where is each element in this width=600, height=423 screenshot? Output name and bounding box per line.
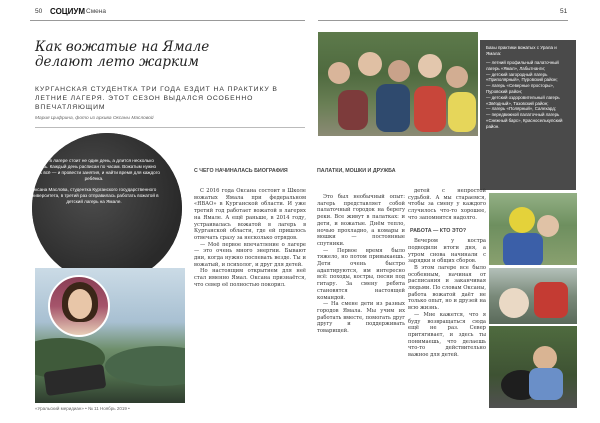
article-headline	[35, 40, 305, 70]
sidebar-item: — лагерь «Полярный», Салехард;	[486, 106, 557, 112]
quote-text	[28, 158, 160, 210]
header-divider-right	[318, 20, 568, 21]
paragraph: — Мне кажется, что я буду возвращаться сюда ещё не раз. Север притягивает, и здесь ты понимаешь, что делаешь что-то действительно важное для детей.	[408, 311, 486, 359]
page-number-right: 51	[560, 8, 568, 15]
sidebar-item: — детский оздоровительный лагерь «Звёздный», Тазовский район;	[486, 94, 560, 106]
section-title: СОЦИУМ	[50, 7, 86, 16]
quote-paragraph-1: Смена в лагере стоит не один день, а длится несколько недель. Каждый день расписан по часам. Вожатым нужно успеть всё — и провести занятия, и найти время для каждого ребёнка.	[28, 158, 160, 181]
lead-divider	[35, 127, 305, 128]
subhead-biography: С ЧЕГО НАЧИНАЛАСЬ БИОГРАФИЯ	[194, 168, 288, 174]
sidebar-item: — летний профильный палаточный лагерь «Ямал», Лабытнанги;	[486, 60, 559, 71]
activity-photo	[489, 268, 577, 324]
paragraph: В этом лагере все было особенным, начиная от расписания и заканчивая людьми. По словам Оксаны, работа вожатой даёт не только опыт, но и друзей на всю жизнь.	[408, 264, 486, 312]
tire-game-photo	[489, 326, 577, 408]
text-column-1	[194, 188, 306, 289]
paragraph: детей с непростой судьбой. А мы стараемся, чтобы за смену у каждого случилось что-то хорошее, что запомнится надолго.	[408, 188, 486, 221]
photo-credit: Мария Цыфрина, фото из архива Оксаны Масловой	[35, 116, 154, 121]
sidebar-intro: Базы практики вожатых с Урала и Ямала:	[486, 45, 557, 56]
group-photo	[318, 32, 478, 136]
paragraph: Это был необычный опыт: лагерь представляет собой палаточный городок на берегу реки. Все живут в палатках: и дети, и вожатые. Днём тепло, ночью прохладно, а комары и мошки — постоянные спутники.	[317, 194, 405, 247]
subhead-work: РАБОТА — КТО ЭТО?	[410, 227, 467, 234]
paragraph: Но настоящим открытием для неё стал именно Ямал. Оксана признаётся, что север её полностью покорил.	[194, 268, 306, 288]
paragraph: Вечером у костра подводили итоги дня, а утром снова начинали с зарядки и общих сборов.	[408, 238, 486, 265]
header-divider-left	[30, 20, 305, 21]
sidebar-item: — передвижной палаточный лагерь «Снежный барс», Красноселькупский район.	[486, 112, 563, 129]
page-footer: «Уральский меридиан» • № 11 Ноябрь 2019 •	[35, 406, 130, 411]
headline-line-1: Как вожатые на Ямале	[35, 39, 210, 55]
text-column-3	[408, 188, 486, 359]
article-lead: КУРГАНСКАЯ СТУДЕНТКА ТРИ ГОДА ЕЗДИТ НА ПРАКТИКУ В ЛЕТНИЕ ЛАГЕРЯ. ЭТОТ СЕЗОН ВЫДАЛСЯ ОСОБЕННО ВПЕЧАТЛЯЮЩИМ	[35, 86, 278, 111]
sidebar-item: — лагерь «Северные просторы», Пуровский район;	[486, 83, 555, 94]
children-helmets-photo	[489, 193, 577, 265]
page-number-left: 50	[35, 8, 43, 15]
info-sidebar	[480, 40, 576, 190]
paragraph: С 2016 года Оксана состоит в Школе вожатых Ямала при федеральном «ЯВАО» в Курганской области. И уже третий год работает вожатой в лагерях на Ямале. А ещё раньше, в 2014 году, устраивалась вожатой в лагерь в Курганской области, где ей пришлось отвечать сразу за несколько отрядов.	[194, 188, 306, 241]
portrait-photo	[48, 275, 110, 337]
page-header	[0, 8, 600, 22]
subsection-title: Смена	[86, 8, 106, 15]
paragraph: — Моё первое впечатление о лагере — это очень много энергии. Бывают дни, когда нужно поспевать везде. Ты и вожатый, и психолог, и друг для детей.	[194, 241, 306, 268]
text-column-2	[317, 194, 405, 335]
paragraph: — Первое время было тяжело, но потом привыкаешь. Дети очень быстро адаптируются, им интересно всё: походы, костры, песни под гитару. За смену ребята становятся настоящей командой.	[317, 247, 405, 301]
subhead-tents: ПАЛАТКИ, МОШКИ И ДРУЖБА	[317, 168, 396, 174]
sidebar-item: — детский загородный лагерь «Приполярный», Пуровский район;	[486, 71, 558, 83]
quote-paragraph-2: Оксана Маслова, студентка Курганского государственного университета, в третий раз отправилась работать вожатой в детский лагерь на Ямале.	[29, 187, 159, 204]
paragraph: — На смене дети из разных городов Ямала. Мы учим их работать вместе, помогать друг другу и поддерживать товарищей.	[317, 301, 405, 335]
headline-line-2: делают лето жарким	[35, 54, 199, 70]
